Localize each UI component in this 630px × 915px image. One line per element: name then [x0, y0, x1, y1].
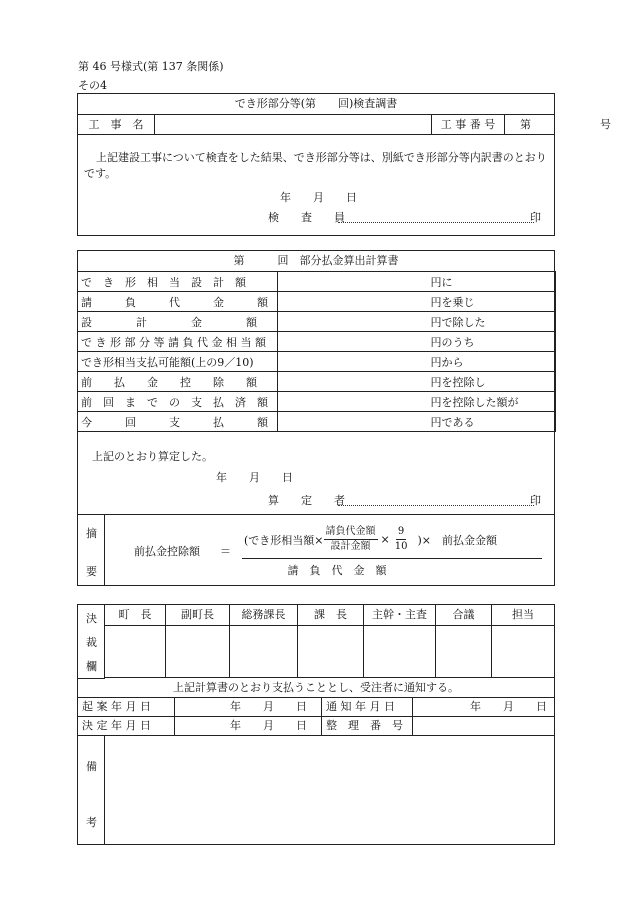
calc-row-suffix: 円である [428, 412, 556, 432]
calculation-sheet [77, 250, 555, 586]
approval-stamp-field[interactable] [298, 626, 363, 677]
remarks-field[interactable] [105, 736, 554, 844]
calc-row-amount-field[interactable] [278, 352, 428, 372]
form-subnumber: その4 [78, 79, 107, 92]
calc-row-amount-field[interactable] [278, 372, 428, 392]
calc-row-suffix: 円で除した [428, 312, 556, 332]
approval-header: 副町長 [166, 605, 229, 626]
inspector-label: 検 査 員 [268, 211, 345, 224]
decision-date-row [78, 717, 554, 736]
calc-row [78, 272, 556, 292]
calc-row-amount-field[interactable] [278, 392, 428, 412]
calc-row-amount-field[interactable] [278, 312, 428, 332]
calc-row-label: 前 払 金 控 除 額 [78, 372, 278, 392]
notice-date-label: 通 知 年 月 日 [326, 700, 395, 713]
inspection-date: 年 月 日 [280, 191, 357, 204]
remarks-label-col [78, 736, 105, 844]
approval-header: 担当 [492, 605, 554, 626]
calc-row-amount-field[interactable] [278, 412, 428, 432]
calculator-label: 算 定 者 [268, 494, 345, 507]
calc-row-suffix: 円を乗じ [428, 292, 556, 312]
calc-row-suffix: 円のうち [428, 332, 556, 352]
approval-column [492, 605, 554, 678]
calc-row-suffix: 円を控除し [428, 372, 556, 392]
work-number-prefix: 第 [520, 118, 531, 131]
formula-denominator: 請 負 代 金 額 [287, 564, 387, 577]
remarks-label-1: 備 [86, 760, 97, 773]
calc-seal-mark: 印 [530, 494, 541, 507]
approval-stamp-field[interactable] [230, 626, 297, 677]
work-number-field[interactable] [530, 115, 600, 134]
draft-date-label: 起 案 年 月 日 [82, 700, 151, 713]
summary-section [78, 514, 554, 586]
approval-column [105, 605, 166, 678]
calc-row-label: で き 形 相 当 設 計 額 [78, 272, 278, 292]
calc-row [78, 392, 556, 412]
approval-stamp-field[interactable] [166, 626, 229, 677]
calc-row-label: でき形相当支払可能額(上の9／10) [78, 352, 278, 372]
approval-stamp-field[interactable] [364, 626, 435, 677]
calc-row-amount-field[interactable] [278, 272, 428, 292]
draft-date-field[interactable]: 年 月 日 [174, 698, 322, 716]
formula-numerator: (でき形相当額× $\frac{\text{請負代金額}}{\text{設計金額}}$ × $\frac{9}{10}$ )× 前払金金額 [244, 526, 497, 552]
approval-column [298, 605, 364, 678]
formula-lhs: 前払金控除額 [134, 545, 200, 558]
calc-row-label: 設 計 金 額 [78, 312, 278, 332]
fraction-nine-tenths: $\frac{9}{10}$ [394, 526, 408, 552]
calc-row-label: で き 形 部 分 等 請 負 代 金 相 当 額 [78, 332, 278, 352]
summary-label-1: 摘 [86, 527, 97, 540]
reg-no-label: 整 理 番 号 [326, 719, 403, 732]
calc-closing-text: 上記のとおり算定した。 [92, 450, 213, 463]
calc-row-suffix: 円から [428, 352, 556, 372]
approval-header: 町 長 [105, 605, 165, 626]
approval-column [230, 605, 298, 678]
calc-row [78, 332, 556, 352]
form-number: 第 46 号様式(第 137 条関係) [78, 60, 224, 73]
seal-mark: 印 [530, 211, 541, 224]
formula-division-line [242, 558, 542, 559]
decision-date-label: 決 定 年 月 日 [82, 719, 151, 732]
inspection-body-text: 上記建設工事について検査をした結果、でき形部分等は、別紙でき形部分等内訳書のとおりです。 [84, 151, 547, 180]
work-name-row [78, 115, 611, 135]
calc-row-amount-field[interactable] [278, 332, 428, 352]
approval-section [77, 604, 555, 845]
reg-no-field[interactable] [412, 717, 555, 735]
calc-row-label: 前 回 ま で の 支 払 済 額 [78, 392, 278, 412]
fraction-contract-over-design: $\frac{\text{請負代金額}}{\text{設計金額}}$ [325, 526, 376, 552]
work-name-label: 工 事 名 [78, 115, 155, 134]
approval-notice: 上記計算書のとおり支払うこととし、受注者に通知する。 [78, 678, 554, 698]
decision-date-field[interactable]: 年 月 日 [174, 717, 322, 735]
calc-row-suffix: 円を控除した額が [428, 392, 556, 412]
summary-label-col [78, 515, 105, 586]
work-name-field[interactable] [155, 115, 432, 134]
inspector-signature-line[interactable] [338, 206, 534, 223]
approval-stamp-field[interactable] [105, 626, 165, 677]
approval-header: 課 長 [298, 605, 363, 626]
calc-row [78, 312, 556, 332]
approval-stamp-field[interactable] [436, 626, 491, 677]
approval-header: 合議 [436, 605, 491, 626]
approval-header: 主幹・主査 [364, 605, 435, 626]
approval-column [436, 605, 492, 678]
calc-row-label: 今 回 支 払 額 [78, 412, 278, 432]
approval-header: 総務課長 [230, 605, 297, 626]
calculation-table [77, 271, 556, 432]
calc-row-label: 請 負 代 金 額 [78, 292, 278, 312]
calc-row-suffix: 円に [428, 272, 556, 292]
formula-open: (でき形相当額× [244, 533, 324, 547]
inspection-title: でき形部分等(第 回)検査調書 [78, 94, 554, 115]
summary-label-2: 要 [86, 565, 97, 578]
approval-stamp-field[interactable] [492, 626, 554, 677]
draft-date-row [78, 698, 554, 717]
formula-equals: ＝ [220, 545, 231, 558]
work-number-suffix: 号 [600, 118, 611, 131]
inspection-record [77, 93, 611, 236]
approval-column [166, 605, 230, 678]
remarks-label-2: 考 [86, 816, 97, 829]
formula-close: )× 前払金金額 [417, 533, 497, 547]
calc-date: 年 月 日 [216, 471, 293, 484]
calculation-title: 第 回 部分払金算出計算書 [78, 251, 554, 272]
calc-row [78, 372, 556, 392]
work-number-label: 工 事 番 号 [432, 115, 505, 134]
notice-date-field[interactable]: 年 月 日 [412, 698, 555, 716]
approval-column-label: 決 裁 欄 [78, 605, 105, 679]
calc-row [78, 292, 556, 312]
calc-row [78, 352, 556, 372]
calculator-signature-line[interactable] [338, 489, 534, 506]
calc-row-amount-field[interactable] [278, 292, 428, 312]
approval-column [364, 605, 436, 678]
calc-row [78, 412, 556, 432]
